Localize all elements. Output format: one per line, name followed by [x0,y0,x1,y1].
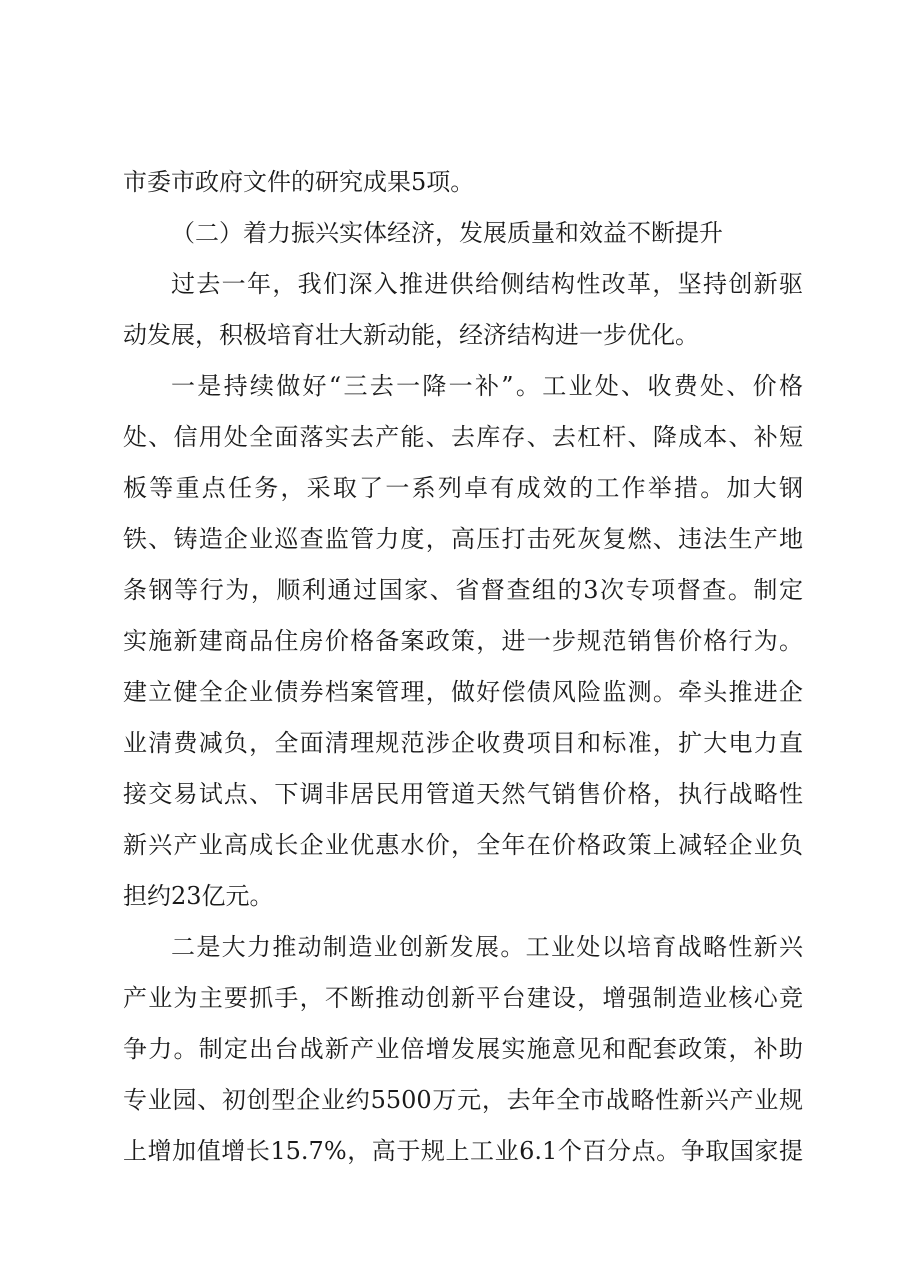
paragraph-line: 接交易试点、下调非居民用管道天然气销售价格，执行战略性 [123,780,803,808]
paragraph-line: 市委市政府文件的研究成果5项。 [123,168,475,196]
paragraph-line: 产业为主要抓手，不断推动创新平台建设，增强制造业核心竞 [123,984,803,1012]
paragraph-line: 建立健全企业债券档案管理，做好偿债风险监测。牵头推进企 [123,678,803,706]
paragraph-line: 条钢等行为，顺利通过国家、省督查组的3次专项督查。制定 [123,576,803,604]
paragraph-line: 新兴产业高成长企业优惠水价，全年在价格政策上减轻企业负 [123,831,803,859]
paragraph-line: 动发展，积极培育壮大新动能，经济结构进一步优化。 [123,321,699,349]
paragraph-line: 担约23亿元。 [123,882,274,910]
paragraph-line: 业清费减负，全面清理规范涉企收费项目和标准，扩大电力直 [123,729,803,757]
paragraph-line: 专业园、初创型企业约5500万元，去年全市战略性新兴产业规 [123,1086,803,1114]
paragraph-line: 二是大力推动制造业创新发展。工业处以培育战略性新兴 [171,933,803,961]
paragraph-line: 过去一年，我们深入推进供给侧结构性改革，坚持创新驱 [171,270,803,298]
paragraph-line: 处、信用处全面落实去产能、去库存、去杠杆、降成本、补短 [123,423,803,451]
paragraph-line: 争力。制定出台战新产业倍增发展实施意见和配套政策，补助 [123,1035,803,1063]
paragraph-line: 板等重点任务，采取了一系列卓有成效的工作举措。加大钢 [123,474,803,502]
paragraph-line: 上增加值增长15.7%，高于规上工业6.1个百分点。争取国家提 [123,1137,803,1165]
section-heading: （二）着力振兴实体经济，发展质量和效益不断提升 [171,219,723,247]
paragraph-line: 实施新建商品住房价格备案政策，进一步规范销售价格行为。 [123,627,803,655]
paragraph-line: 一是持续做好“三去一降一补”。工业处、收费处、价格 [171,372,803,400]
paragraph-line: 铁、铸造企业巡查监管力度，高压打击死灰复燃、违法生产地 [123,525,803,553]
